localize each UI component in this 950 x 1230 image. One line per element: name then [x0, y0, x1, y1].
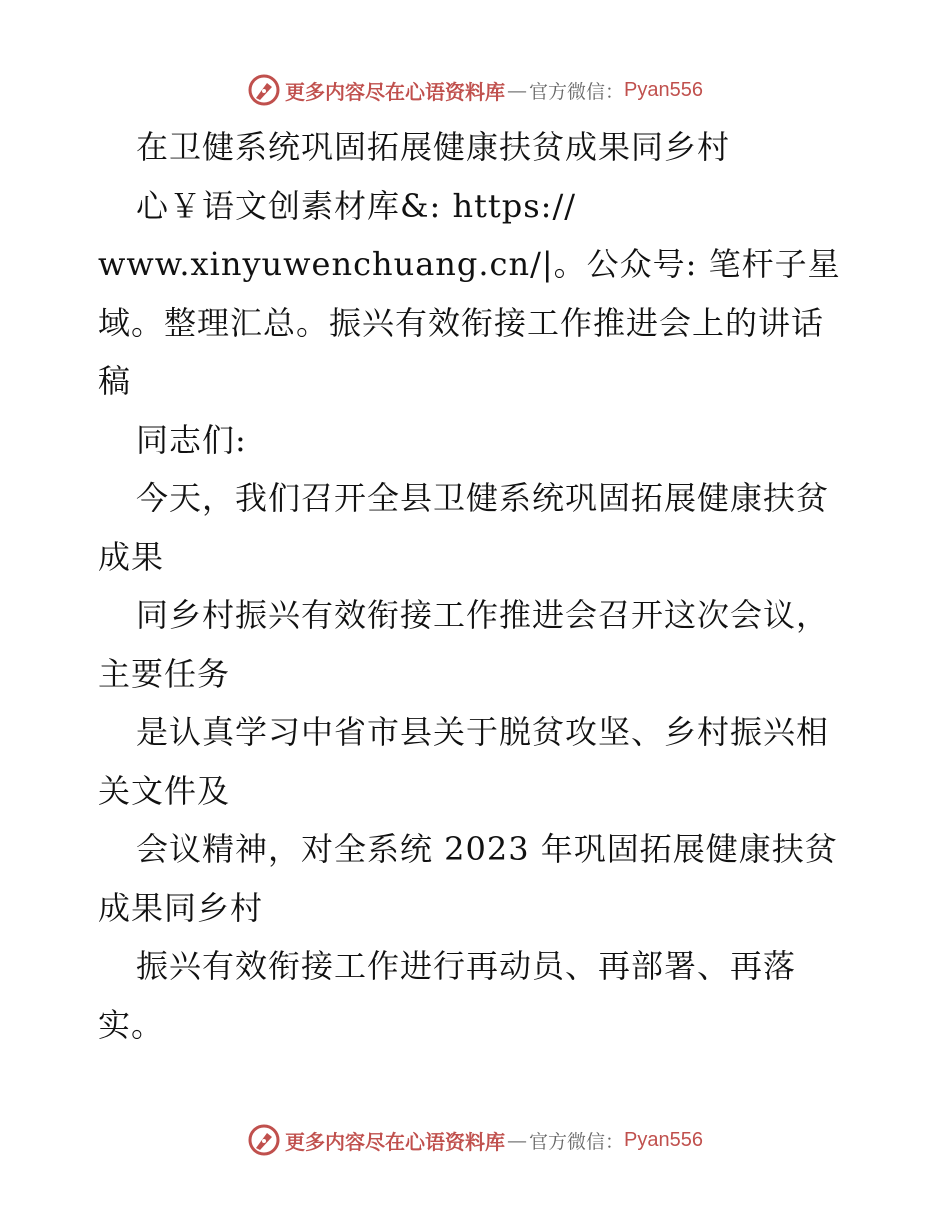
doc-line: 是认真学习中省市县关于脱贫攻坚、乡村振兴相	[136, 713, 830, 751]
banner-wechat-label: 官方微信：	[529, 80, 625, 103]
doc-line: 会议精神，对全系统 2023 年巩固拓展健康扶贫	[136, 830, 838, 868]
doc-line: 成果同乡村	[98, 888, 264, 927]
doc-line: 稿	[98, 362, 132, 400]
pen-nib-logo-icon	[247, 1123, 281, 1157]
doc-line: 振兴有效衔接工作进行再动员、再部署、再落	[136, 947, 797, 985]
banner-wechat-id: Pyan556	[624, 78, 703, 101]
pen-nib-logo-icon	[247, 73, 281, 107]
doc-line: 今天，我们召开全县卫健系统巩固拓展健康扶贫	[136, 479, 830, 517]
banner-wechat-id: Pyan556	[624, 1128, 703, 1151]
banner-text: 更多内容尽在心语资料库	[285, 1129, 505, 1154]
doc-line: www.xinyuwenchuang.cn/|。公众号: 笔杆子星	[98, 245, 841, 283]
banner-separator: —	[507, 1128, 527, 1152]
doc-line: 心￥语文创素材库&: https://	[136, 186, 577, 225]
banner-separator: —	[507, 78, 527, 102]
doc-line: 成果	[98, 537, 165, 576]
doc-line: 在卫健系统巩固拓展健康扶贫成果同乡村	[136, 128, 731, 166]
banner-text: 更多内容尽在心语资料库	[285, 79, 505, 104]
doc-line: 域。整理汇总。振兴有效衔接工作推进会上的讲话	[98, 303, 825, 342]
doc-line: 同乡村振兴有效衔接工作推进会召开这次会议，	[136, 596, 830, 634]
doc-line: 实。	[98, 1005, 165, 1044]
doc-line: 关文件及	[98, 771, 231, 810]
doc-line: 主要任务	[98, 654, 231, 693]
header-watermark-banner	[0, 70, 950, 110]
document-body	[98, 118, 858, 1054]
doc-line: 同志们:	[136, 420, 247, 459]
footer-watermark-banner	[0, 1120, 950, 1160]
banner-wechat-label: 官方微信：	[529, 1130, 625, 1153]
